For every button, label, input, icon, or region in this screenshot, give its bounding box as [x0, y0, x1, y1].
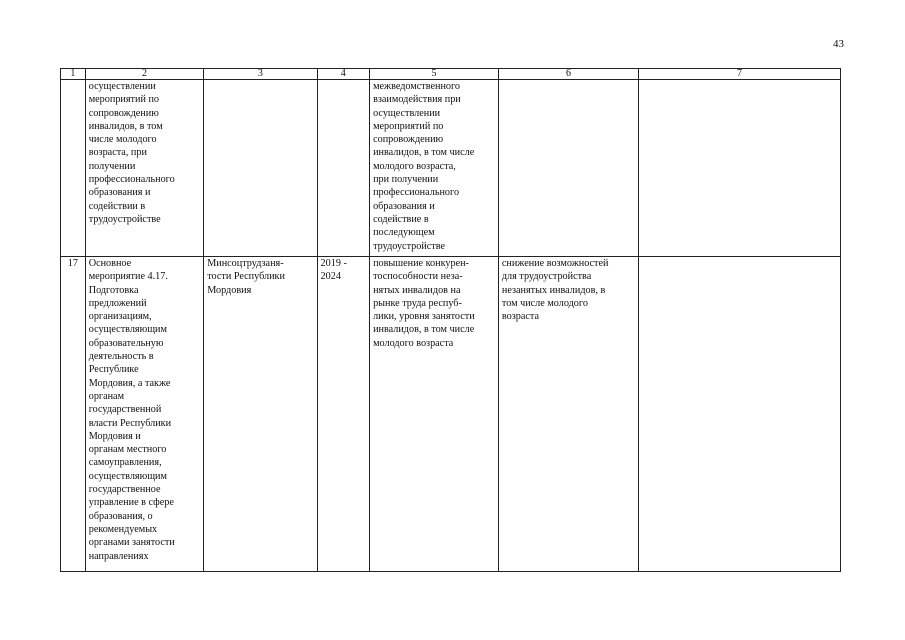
column-header: 3 — [204, 69, 317, 80]
program-activities-table — [60, 68, 841, 572]
column-header: 4 — [317, 69, 370, 80]
executor-cell — [204, 257, 317, 572]
result-text: повышение конкурен- тоспособности неза- нятых инвалидов на рынке труда респуб- лики, уровня занятости инвалидов, в том числе молодого возраста — [373, 258, 475, 349]
consequence-cell — [498, 80, 638, 257]
column-header: 6 — [498, 69, 638, 80]
row-number: 17 — [61, 257, 86, 572]
column-number-row — [61, 69, 841, 80]
activity-text: Основное мероприятие 4.17. Подготовка предложений организациям, осуществляющим образовательную деятельность в Республике Мордовия, а также органам государственной власти Республики Мордовия и органам местного самоуправления, осуществляющим государственное управление в сфере образования, о рекомендуемых органами занятости направлениях — [88, 258, 175, 562]
page-number: 43 — [833, 38, 844, 50]
period-cell — [317, 80, 370, 257]
activity-text: осуществлении мероприятий по сопровождению инвалидов, в том числе молодого возраста, при получении профессионального образования и содействии в трудоустройстве — [88, 81, 175, 225]
period-text: 2019 - 2024 — [320, 258, 347, 283]
activity-cell — [85, 257, 203, 572]
consequence-text: снижение возможностей для трудоустройства незанятых инвалидов, в том числе молодого возраста — [501, 258, 609, 323]
executor-text: Минсоцтрудзаня- тости Республики Мордовия — [207, 258, 285, 296]
note-cell — [639, 80, 841, 257]
executor-cell — [204, 80, 317, 257]
note-cell — [639, 257, 841, 572]
period-cell — [317, 257, 370, 572]
activity-cell — [85, 80, 203, 257]
column-header: 2 — [85, 69, 203, 80]
column-header: 7 — [639, 69, 841, 80]
consequence-cell — [498, 257, 638, 572]
column-header: 1 — [61, 69, 86, 80]
row-number — [61, 80, 86, 257]
result-cell — [370, 257, 499, 572]
table-row — [61, 257, 841, 572]
column-header: 5 — [370, 69, 499, 80]
table-row — [61, 80, 841, 257]
result-cell — [370, 80, 499, 257]
result-text: межведомственного взаимодействия при осуществлении мероприятий по сопровождению инвалидов, в том числе молодого возраста, при получении профессионального образования и содействие в последующем трудоустройстве — [373, 81, 475, 252]
